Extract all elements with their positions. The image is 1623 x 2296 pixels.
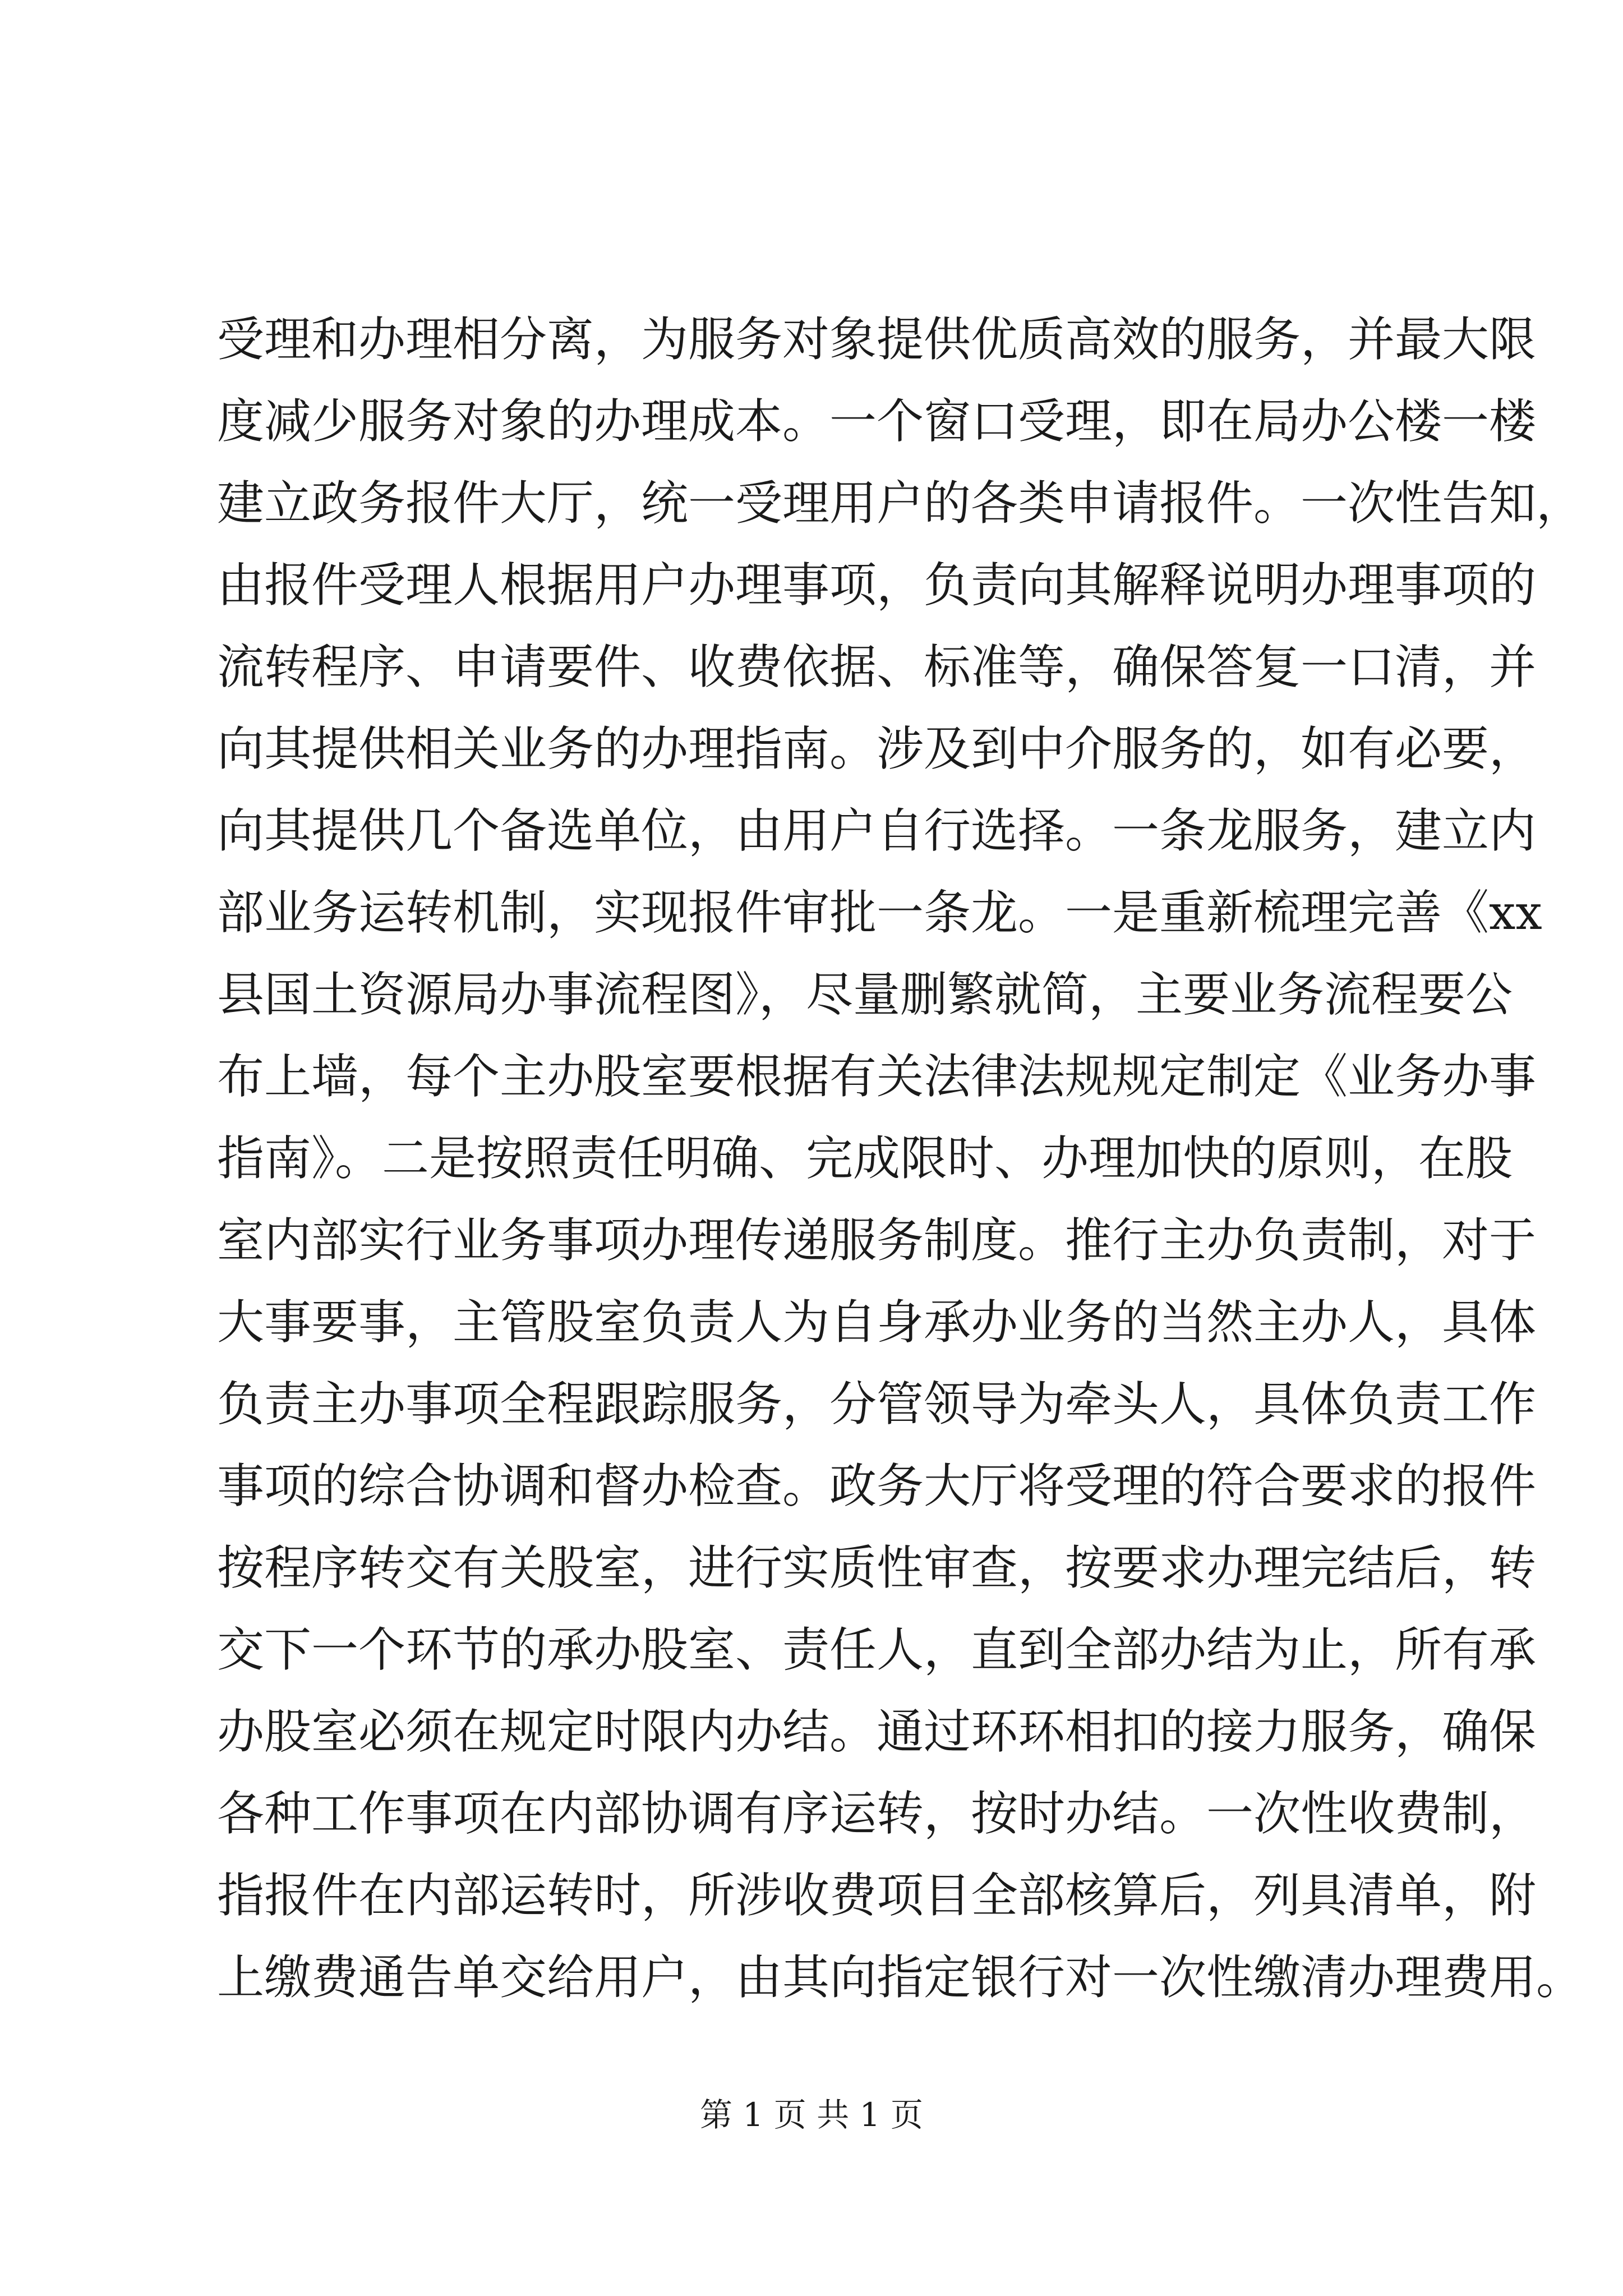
text-line: 事项的综合协调和督办检查。政务大厅将受理的符合要求的报件	[217, 1458, 1537, 1513]
text-line: 受理和办理相分离，为服务对象提供优质高效的服务，并最大限	[217, 312, 1537, 367]
text-line: 指南》。二是按照责任明确、完成限时、办理加快的原则，在股	[217, 1131, 1513, 1186]
text-line: 按程序转交有关股室，进行实质性审查，按要求办理完结后，转	[217, 1540, 1537, 1595]
text-line: 布上墙，每个主办股室要根据有关法律法规规定制定《业务办事	[217, 1049, 1537, 1104]
text-line: 大事要事，主管股室负责人为自身承办业务的当然主办人，具体	[217, 1295, 1537, 1350]
text-line: 各种工作事项在内部协调有序运转，按时办结。一次性收费制，	[217, 1786, 1537, 1841]
text-line: 县国土资源局办事流程图》，尽量删繁就简，主要业务流程要公	[217, 967, 1513, 1022]
text-line: 上缴费通告单交给用户，由其向指定银行对一次性缴清办理费用。	[217, 1950, 1584, 2005]
text-line: 向其提供相关业务的办理指南。涉及到中介服务的，如有必要，	[217, 721, 1537, 776]
text-line: 向其提供几个备选单位，由用户自行选择。一条龙服务，建立内	[217, 803, 1537, 858]
text-line: 由报件受理人根据用户办理事项，负责向其解释说明办理事项的	[217, 558, 1537, 613]
text-line: 流转程序、申请要件、收费依据、标准等，确保答复一口清，并	[217, 639, 1537, 694]
page-footer: 第 1 页 共 1 页	[700, 2096, 923, 2134]
text-line: 度减少服务对象的办理成本。一个窗口受理，即在局办公楼一楼	[217, 394, 1537, 449]
body-text	[217, 298, 1584, 2018]
text-line: 室内部实行业务事项办理传递服务制度。推行主办负责制，对于	[217, 1213, 1537, 1268]
text-line: 办股室必须在规定时限内办结。通过环环相扣的接力服务，确保	[217, 1704, 1537, 1759]
text-line: 指报件在内部运转时，所涉收费项目全部核算后，列具清单，附	[217, 1868, 1537, 1923]
text-line: 部业务运转机制，实现报件审批一条龙。一是重新梳理完善《xx	[217, 885, 1542, 940]
text-line: 交下一个环节的承办股室、责任人，直到全部办结为止，所有承	[217, 1622, 1537, 1677]
text-line: 负责主办事项全程跟踪服务，分管领导为牵头人，具体负责工作	[217, 1377, 1537, 1432]
text-line: 建立政务报件大厅，统一受理用户的各类申请报件。一次性告知，	[217, 476, 1584, 531]
